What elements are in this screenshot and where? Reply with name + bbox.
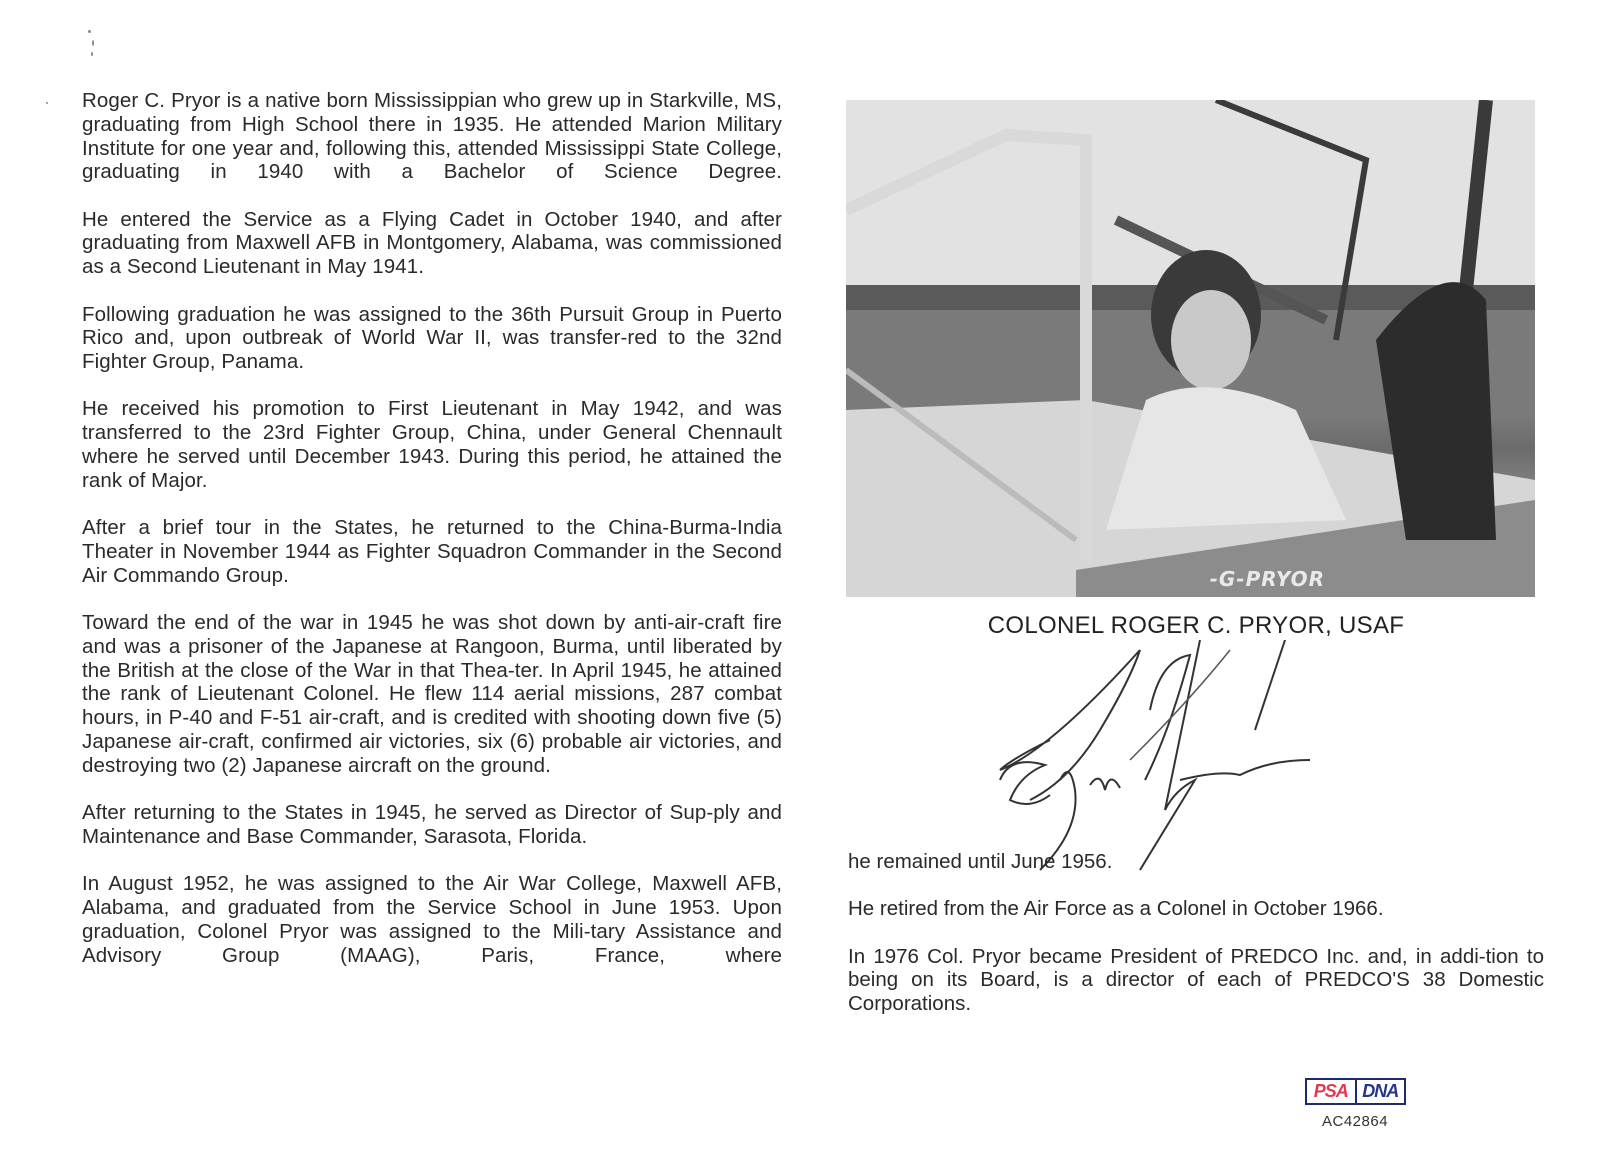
photo-illustration bbox=[846, 100, 1535, 597]
bio-paragraph-4: He received his promotion to First Lieutenant in May 1942, and was transferred to the 23rd Fighter Group, China, under General Chennault where he served until December 1943. During this period, he attained the rank of Major. bbox=[82, 397, 782, 492]
scan-speck bbox=[91, 52, 93, 56]
autograph-signature bbox=[990, 640, 1370, 880]
scan-speck bbox=[46, 102, 48, 104]
photo-inscription: -G-PRYOR bbox=[1209, 567, 1325, 591]
biography-right-column bbox=[848, 850, 1544, 1039]
scan-speck bbox=[92, 40, 94, 46]
pilot-cockpit-photo bbox=[846, 100, 1535, 597]
bio-paragraph-8: In August 1952, he was assigned to the Air War College, Maxwell AFB, Alabama, and graduated from the Service School in June 1953. Upon graduation, Colonel Pryor was assigned to the Mili-tary Assistance and Advisory Group (MAAG), Paris, France, where bbox=[82, 872, 782, 967]
biography-left-column bbox=[82, 89, 782, 991]
bio-continuation-3: In 1976 Col. Pryor became President of PREDCO Inc. and, in addi-tion to being on its Board, is a director of each of PREDCO'S 38 Domestic Corporations. bbox=[848, 944, 1544, 1016]
bio-paragraph-5: After a brief tour in the States, he returned to the China-Burma-India Theater in November 1944 as Fighter Squadron Commander in the Second Air Commando Group. bbox=[82, 516, 782, 587]
bio-paragraph-1: Roger C. Pryor is a native born Mississippian who grew up in Starkville, MS, graduating from High School there in 1935. He attended Marion Military Institute for one year and, following this, attended Mississippi State College, graduating in 1940 with a Bachelor of Science Degree. bbox=[82, 89, 782, 184]
psa-dna-authentication-sticker bbox=[1305, 1078, 1406, 1105]
certificate-number: AC42864 bbox=[1322, 1113, 1389, 1130]
bio-paragraph-6: Toward the end of the war in 1945 he was shot down by anti-air-craft fire and was a prisoner of the Japanese at Rangoon, Burma, until liberated by the British at the close of the War in that Thea-ter. In April 1945, he attained the rank of Lieutenant Colonel. He flew 114 aerial missions, 287 combat hours, in P-40 and F-51 air-craft, and is credited with shooting down five (5) Japanese air-craft, confirmed air victories, six (6) probable air victories, and destroying two (2) Japanese aircraft on the ground. bbox=[82, 611, 782, 777]
dna-logo: DNA bbox=[1362, 1081, 1399, 1101]
bio-paragraph-2: He entered the Service as a Flying Cadet in October 1940, and after graduating from Maxwell AFB in Montgomery, Alabama, was commissioned as a Second Lieutenant in May 1941. bbox=[82, 207, 782, 279]
psa-logo: PSA bbox=[1307, 1080, 1357, 1103]
photo-caption: COLONEL ROGER C. PRYOR, USAF bbox=[987, 612, 1405, 639]
bio-continuation-1: he remained until June 1956. bbox=[848, 850, 1113, 873]
bio-paragraph-3: Following graduation he was assigned to the 36th Pursuit Group in Puerto Rico and, upon outbreak of World War II, was transfer-red to the 32nd Fighter Group, Panama. bbox=[82, 302, 782, 374]
photo-pilot-face bbox=[1171, 290, 1251, 390]
scan-speck bbox=[88, 30, 91, 33]
bio-paragraph-7: After returning to the States in 1945, he served as Director of Sup-ply and Maintenance and Base Commander, Sarasota, Florida. bbox=[82, 801, 782, 848]
bio-continuation-2: He retired from the Air Force as a Colonel in October 1966. bbox=[848, 897, 1384, 921]
